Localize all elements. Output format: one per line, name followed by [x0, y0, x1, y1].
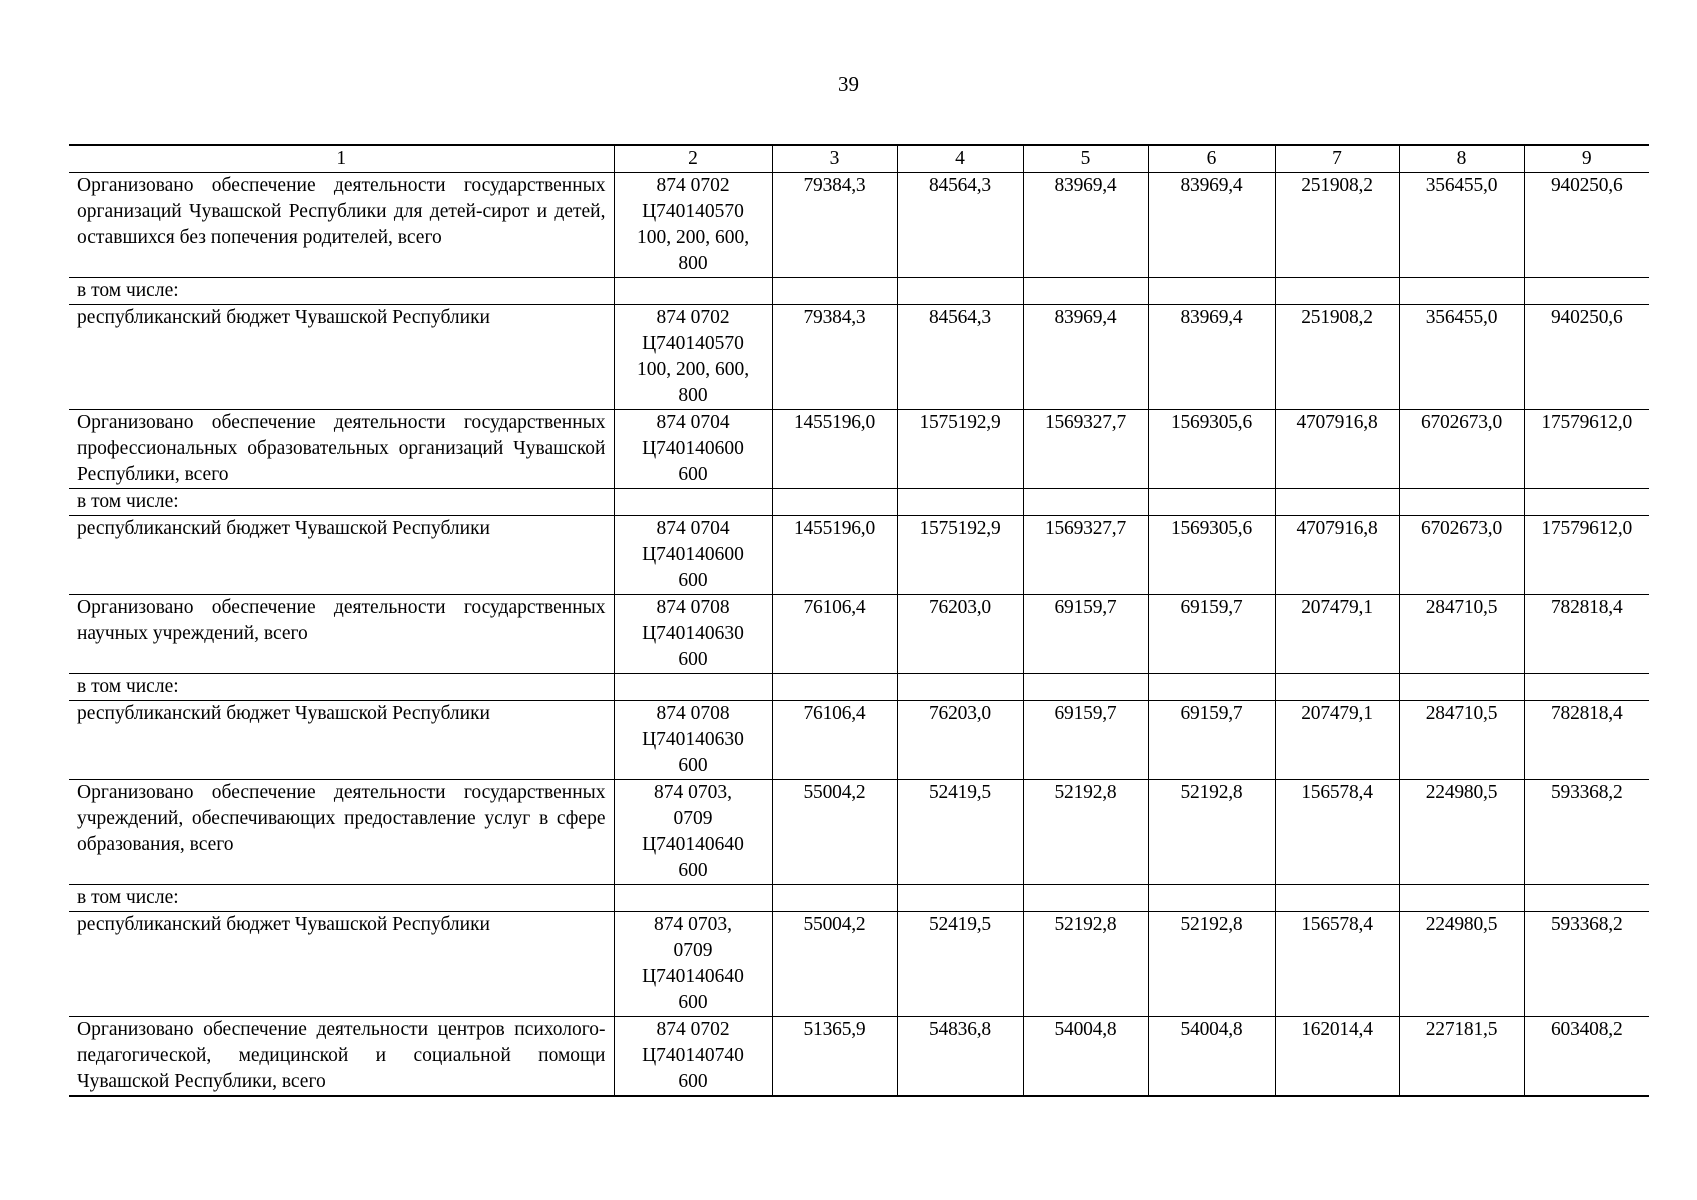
- subheading-row: [69, 885, 1649, 912]
- value-cell: 1569305,6: [1148, 410, 1275, 489]
- budget-code-line: 600: [678, 464, 708, 485]
- value-cell: [772, 489, 897, 516]
- value-cell: 593368,2: [1524, 780, 1649, 885]
- value-cell: 54836,8: [897, 1017, 1023, 1097]
- value-cell: [1399, 674, 1524, 701]
- value-cell: 356455,0: [1399, 305, 1524, 410]
- table-row: [69, 516, 1649, 595]
- value-cell: 1455196,0: [772, 410, 897, 489]
- value-cell: 83969,4: [1148, 173, 1275, 278]
- budget-code-cell: [614, 173, 772, 278]
- column-header: 9: [1524, 145, 1649, 173]
- value-cell: 251908,2: [1275, 305, 1399, 410]
- budget-code-line: 100, 200, 600,: [636, 359, 750, 380]
- value-cell: 52192,8: [1148, 912, 1275, 1017]
- value-cell: [1524, 885, 1649, 912]
- value-cell: 69159,7: [1148, 595, 1275, 674]
- column-number-row: [69, 145, 1649, 173]
- budget-code-line: 600: [678, 570, 708, 591]
- budget-code-line: Ц740140740: [642, 1045, 744, 1066]
- value-cell: 79384,3: [772, 173, 897, 278]
- budget-code-line: 874 0702: [656, 1019, 730, 1040]
- budget-code-line: Ц740140570: [642, 201, 744, 222]
- value-cell: 76203,0: [897, 595, 1023, 674]
- value-cell: 76203,0: [897, 701, 1023, 780]
- budget-code-cell: [614, 410, 772, 489]
- budget-code-line: 600: [678, 860, 708, 881]
- budget-code-line: 800: [678, 253, 708, 274]
- value-cell: [1399, 278, 1524, 305]
- column-header: 2: [614, 145, 772, 173]
- subheading-label: в том числе:: [69, 674, 614, 701]
- row-description: республиканский бюджет Чувашской Республики: [69, 912, 614, 1017]
- value-cell: 83969,4: [1148, 305, 1275, 410]
- table-row: [69, 912, 1649, 1017]
- value-cell: 52192,8: [1023, 780, 1148, 885]
- value-cell: 4707916,8: [1275, 516, 1399, 595]
- value-cell: 76106,4: [772, 595, 897, 674]
- value-cell: 54004,8: [1023, 1017, 1148, 1097]
- value-cell: 940250,6: [1524, 173, 1649, 278]
- value-cell: 69159,7: [1023, 701, 1148, 780]
- budget-code-cell: [614, 674, 772, 701]
- value-cell: 1569305,6: [1148, 516, 1275, 595]
- value-cell: 284710,5: [1399, 701, 1524, 780]
- budget-code-line: 600: [678, 649, 708, 670]
- budget-code-cell: [614, 885, 772, 912]
- value-cell: 54004,8: [1148, 1017, 1275, 1097]
- value-cell: 79384,3: [772, 305, 897, 410]
- value-cell: 603408,2: [1524, 1017, 1649, 1097]
- budget-code-cell: [614, 489, 772, 516]
- budget-code-line: Ц740140640: [642, 834, 744, 855]
- value-cell: [1524, 278, 1649, 305]
- value-cell: [1148, 489, 1275, 516]
- value-cell: 940250,6: [1524, 305, 1649, 410]
- budget-code-line: 600: [678, 755, 708, 776]
- value-cell: [772, 885, 897, 912]
- value-cell: 4707916,8: [1275, 410, 1399, 489]
- value-cell: 593368,2: [1524, 912, 1649, 1017]
- value-cell: 1575192,9: [897, 410, 1023, 489]
- value-cell: [1524, 674, 1649, 701]
- subheading-row: [69, 278, 1649, 305]
- budget-code-line: 600: [678, 992, 708, 1013]
- column-header: 5: [1023, 145, 1148, 173]
- subheading-row: [69, 489, 1649, 516]
- value-cell: 51365,9: [772, 1017, 897, 1097]
- column-header: 7: [1275, 145, 1399, 173]
- budget-code-line: 874 0708: [656, 703, 730, 724]
- value-cell: 83969,4: [1023, 173, 1148, 278]
- budget-code-line: Ц740140600: [642, 544, 744, 565]
- value-cell: [897, 489, 1023, 516]
- value-cell: 156578,4: [1275, 912, 1399, 1017]
- value-cell: 52192,8: [1023, 912, 1148, 1017]
- budget-code-line: Ц740140570: [642, 333, 744, 354]
- value-cell: [1524, 489, 1649, 516]
- table-row: [69, 1017, 1649, 1097]
- budget-code-cell: [614, 780, 772, 885]
- value-cell: [1148, 674, 1275, 701]
- budget-code-line: 0709: [673, 808, 713, 829]
- value-cell: 84564,3: [897, 305, 1023, 410]
- table-row: [69, 305, 1649, 410]
- budget-code-line: Ц740140630: [642, 729, 744, 750]
- budget-code-line: 874 0702: [656, 175, 730, 196]
- value-cell: 227181,5: [1399, 1017, 1524, 1097]
- table-row: [69, 410, 1649, 489]
- column-header: 6: [1148, 145, 1275, 173]
- table-row: [69, 595, 1649, 674]
- value-cell: 52192,8: [1148, 780, 1275, 885]
- value-cell: [897, 674, 1023, 701]
- budget-code-line: 874 0703,: [654, 782, 732, 803]
- row-description: республиканский бюджет Чувашской Республики: [69, 516, 614, 595]
- table-body: [69, 173, 1649, 1097]
- value-cell: [1275, 278, 1399, 305]
- budget-code-line: Ц740140630: [642, 623, 744, 644]
- budget-code-cell: [614, 278, 772, 305]
- row-description: Организовано обеспечение деятельности государственных научных учреждений, всего: [69, 595, 614, 674]
- budget-table: [69, 144, 1649, 1097]
- value-cell: 251908,2: [1275, 173, 1399, 278]
- value-cell: 356455,0: [1399, 173, 1524, 278]
- value-cell: 156578,4: [1275, 780, 1399, 885]
- value-cell: 52419,5: [897, 780, 1023, 885]
- row-description: республиканский бюджет Чувашской Республики: [69, 305, 614, 410]
- subheading-row: [69, 674, 1649, 701]
- value-cell: 284710,5: [1399, 595, 1524, 674]
- row-description: Организовано обеспечение деятельности центров психолого-педагогической, медицинской и социальной помощи Чувашской Республики, всего: [69, 1017, 614, 1097]
- row-description: Организовано обеспечение деятельности государственных профессиональных образовательных организаций Чувашской Республики, всего: [69, 410, 614, 489]
- table-row: [69, 780, 1649, 885]
- column-header: 1: [69, 145, 614, 173]
- budget-code-line: 800: [678, 385, 708, 406]
- value-cell: 76106,4: [772, 701, 897, 780]
- budget-code-cell: [614, 595, 772, 674]
- budget-code-line: 874 0704: [656, 412, 730, 433]
- value-cell: [897, 278, 1023, 305]
- value-cell: [1148, 278, 1275, 305]
- value-cell: [897, 885, 1023, 912]
- value-cell: [1023, 489, 1148, 516]
- value-cell: 84564,3: [897, 173, 1023, 278]
- value-cell: [1023, 674, 1148, 701]
- value-cell: 782818,4: [1524, 595, 1649, 674]
- column-header: 4: [897, 145, 1023, 173]
- value-cell: 69159,7: [1148, 701, 1275, 780]
- subheading-label: в том числе:: [69, 489, 614, 516]
- value-cell: 17579612,0: [1524, 516, 1649, 595]
- budget-code-cell: [614, 305, 772, 410]
- column-header: 3: [772, 145, 897, 173]
- value-cell: [1275, 489, 1399, 516]
- value-cell: [772, 674, 897, 701]
- budget-code-cell: [614, 701, 772, 780]
- budget-code-line: 874 0704: [656, 518, 730, 539]
- value-cell: 52419,5: [897, 912, 1023, 1017]
- row-description: Организовано обеспечение деятельности государственных учреждений, обеспечивающих предоставление услуг в сфере образования, всего: [69, 780, 614, 885]
- budget-code-line: Ц740140640: [642, 966, 744, 987]
- value-cell: 55004,2: [772, 780, 897, 885]
- value-cell: 1569327,7: [1023, 410, 1148, 489]
- row-description: республиканский бюджет Чувашской Республики: [69, 701, 614, 780]
- value-cell: [1275, 674, 1399, 701]
- value-cell: 6702673,0: [1399, 410, 1524, 489]
- budget-code-line: 874 0703,: [654, 914, 732, 935]
- value-cell: 1575192,9: [897, 516, 1023, 595]
- budget-code-line: 600: [678, 1071, 708, 1092]
- value-cell: 6702673,0: [1399, 516, 1524, 595]
- value-cell: 162014,4: [1275, 1017, 1399, 1097]
- page-number: 39: [838, 72, 859, 96]
- budget-code-line: 100, 200, 600,: [636, 227, 750, 248]
- value-cell: [1399, 885, 1524, 912]
- value-cell: 17579612,0: [1524, 410, 1649, 489]
- value-cell: 1569327,7: [1023, 516, 1148, 595]
- value-cell: 69159,7: [1023, 595, 1148, 674]
- budget-code-line: 874 0702: [656, 307, 730, 328]
- value-cell: 83969,4: [1023, 305, 1148, 410]
- value-cell: [1148, 885, 1275, 912]
- budget-code-line: Ц740140600: [642, 438, 744, 459]
- value-cell: [1023, 278, 1148, 305]
- column-header: 8: [1399, 145, 1524, 173]
- budget-code-cell: [614, 1017, 772, 1097]
- value-cell: 55004,2: [772, 912, 897, 1017]
- row-description: Организовано обеспечение деятельности государственных организаций Чувашской Республики для детей-сирот и детей, оставшихся без попечения родителей, всего: [69, 173, 614, 278]
- value-cell: 1455196,0: [772, 516, 897, 595]
- table-row: [69, 173, 1649, 278]
- budget-code-line: 874 0708: [656, 597, 730, 618]
- value-cell: 207479,1: [1275, 595, 1399, 674]
- value-cell: 224980,5: [1399, 912, 1524, 1017]
- value-cell: [1275, 885, 1399, 912]
- table-row: [69, 701, 1649, 780]
- budget-code-cell: [614, 516, 772, 595]
- budget-code-line: 0709: [673, 940, 713, 961]
- value-cell: 224980,5: [1399, 780, 1524, 885]
- value-cell: [772, 278, 897, 305]
- value-cell: [1399, 489, 1524, 516]
- value-cell: 782818,4: [1524, 701, 1649, 780]
- subheading-label: в том числе:: [69, 278, 614, 305]
- value-cell: 207479,1: [1275, 701, 1399, 780]
- subheading-label: в том числе:: [69, 885, 614, 912]
- value-cell: [1023, 885, 1148, 912]
- budget-code-cell: [614, 912, 772, 1017]
